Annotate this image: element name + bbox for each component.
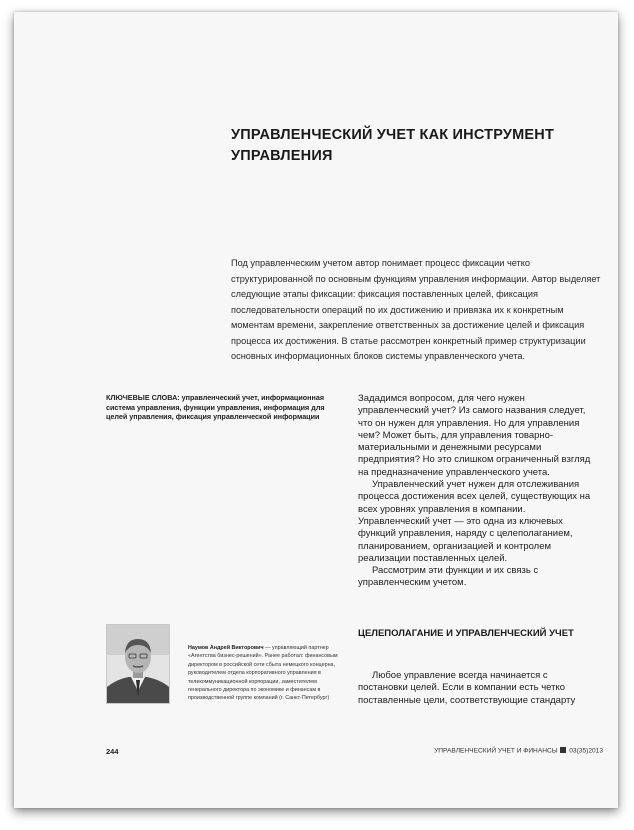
body-paragraph-3: Рассмотрим эти функции и их связь с управленческим учетом.: [358, 565, 539, 589]
section-heading: ЦЕЛЕПОЛАГАНИЕ И УПРАВЛЕНЧЕСКИЙ УЧЕТ: [358, 628, 574, 639]
square-bullet-icon: [560, 747, 566, 753]
author-bio: [188, 644, 340, 703]
author-portrait-icon: [107, 625, 169, 703]
keywords-block: КЛЮЧЕВЫЕ СЛОВА: управленческий учет, информационная система управления, функции управления, информация для целей управления, фиксация управленческой информации: [106, 393, 325, 422]
body-paragraph-2: Управленческий учет нужен для отслеживания процесса достижения всех целей, существующих на всех уровнях управления в компании. Управленческий учет — это одна из ключевых функций управления, наряду с целеполаганием, планированием, организацией и контролем реализации поставленных целей.: [358, 479, 591, 564]
author-name: Наумов Андрей Викторович: [188, 645, 264, 651]
article-title: УПРАВЛЕНЧЕСКИЙ УЧЕТ КАК ИНСТРУМЕНТ УПРАВЛЕНИЯ: [231, 127, 554, 164]
page-number: 244: [106, 747, 119, 756]
article-abstract: Под управленческим учетом автор понимает процесс фиксации четко структурированной по основным функциям управления информации. Автор выделяет следующие этапы фиксации: фиксация поставленных целей, фиксация последовательности операций по их достижению и привязка их к конкретным моментам времени, закрепление ответственных за достижение целей и фиксация процесса их достижения. В статье рассмотрен конкретный пример структуризации основных информационных блоков системы управленческого учета.: [231, 258, 601, 361]
body-paragraph-1: Зададимся вопросом, для чего нужен управленческий учет? Из самого названия следует, что он нужен для управления. Но для управления чем? Может быть, для управления товарно-материальными и денежными ресурсами предприятия? Но это слишком ограниченный взгляд на предназначение управленческого учета.: [358, 393, 591, 478]
journal-name: УПРАВЛЕНЧЕСКИЙ УЧЕТ И ФИНАНСЫ: [434, 747, 558, 755]
journal-issue: 03(35)2013: [569, 747, 603, 755]
section-body: [358, 670, 598, 707]
document-page: [14, 12, 618, 808]
journal-footer: [429, 747, 603, 755]
author-photo: [106, 624, 170, 704]
author-description: — управляющий партнер «Агентства бизнес-решений». Ранее работал: финансовым директором в российской сети сбыта немецкого концерна, руководителем отдела корпоративного управления в телекоммуникационной корпорации, заместителем генерального директора по экономике и финансам в производственной группе компаний (г. Санкт-Петербург): [188, 645, 338, 702]
section-paragraph-1: Любое управление всегда начинается с постановки целей. Если в компании есть четко поставленные цели, соответствующие стандарту: [358, 670, 576, 706]
article-body: [358, 393, 598, 590]
